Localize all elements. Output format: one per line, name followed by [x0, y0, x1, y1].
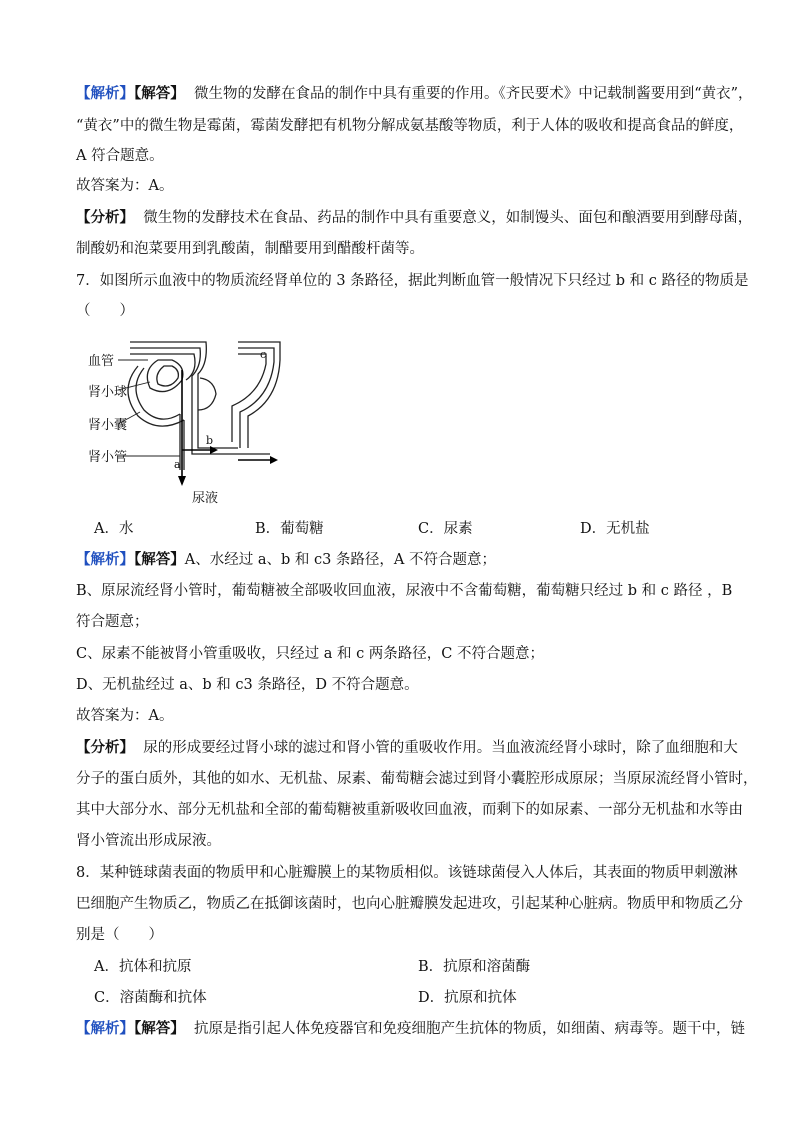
q8-stem-line-3: 别是（ ）: [76, 927, 163, 943]
q8-jieda-text-1: 抗原是指引起人体免疫器官和免疫细胞产生抗体的物质，如细菌、病毒等。题干中，链: [193, 1021, 745, 1037]
jieda-tag: 【解答】: [134, 551, 185, 568]
q8-option-c: C．溶菌酶和抗体: [94, 990, 207, 1006]
fenxi-tag: 【分析】: [76, 739, 134, 756]
q6-jieda-line-1: [76, 84, 753, 104]
diagram-path-c: c: [260, 348, 267, 361]
q7-fenxi-line-1: [76, 738, 738, 758]
q8-option-a: A．抗体和抗原: [94, 959, 192, 975]
q7-fenxi-text-1: 尿的形成要经过肾小球的滤过和肾小管的重吸收作用。当血液流经肾小球时，除了血细胞和大: [143, 740, 738, 756]
diagram-path-a: a: [174, 458, 181, 471]
q7-fenxi-line-4: 肾小管流出形成尿液。: [76, 833, 221, 849]
q7-option-a: A．水: [94, 521, 134, 537]
q8-stem-line-2: 巴细胞产生物质乙，物质乙在抵御该菌时，也向心脏瓣膜发起进攻，引起某种心脏病。物质甲和物质乙分: [76, 896, 743, 912]
diagram-label-vessel: 血管: [88, 354, 115, 369]
q6-fenxi-line-1: [76, 208, 752, 228]
jiexi-tag: 【解析】: [76, 85, 134, 102]
q7-stem-line-1: 7．如图所示血液中的物质流经肾单位的 3 条路径，据此判断血管一般情况下只经过 b 和 c 路径的物质是: [76, 273, 749, 289]
q7-jieda-line-2: B、原尿流经肾小管时，葡萄糖被全部吸收回血液，尿液中不含葡萄糖，葡萄糖只经过 b 和 c 路径 ，B: [76, 583, 733, 599]
q6-jieda-text-1: 微生物的发酵在食品的制作中具有重要的作用。《齐民要术》中记载制酱要用到“黄衣”，: [193, 86, 753, 102]
q6-jieda-line-3: A 符合题意。: [76, 148, 164, 164]
diagram-label-capsule: 肾小囊: [88, 418, 128, 433]
jieda-tag: 【解答】: [134, 1020, 185, 1037]
q6-jieda-line-2: “黄衣”中的微生物是霉菌，霉菌发酵把有机物分解成氨基酸等物质，利于人体的吸收和提高食品的鲜度，: [76, 118, 744, 134]
diagram-label-tubule: 肾小管: [88, 450, 128, 465]
diagram-label-glomerulus: 肾小球: [88, 385, 128, 400]
q7-answer: 故答案为：A。: [76, 708, 174, 724]
q7-jieda-line-5: D、无机盐经过 a、b 和 c3 条路径，D 不符合题意。: [76, 677, 419, 693]
q7-fenxi-line-2: 分子的蛋白质外，其他的如水、无机盐、尿素、葡萄糖会滤过到肾小囊腔形成原尿；当原尿流经肾小管时，: [76, 771, 758, 787]
q7-option-d: D．无机盐: [580, 521, 650, 537]
jiexi-tag: 【解析】: [76, 1020, 134, 1037]
q7-fenxi-line-3: 其中大部分水、部分无机盐和全部的葡萄糖被重新吸收回血液，而剩下的如尿素、一部分无机盐和水等由: [76, 802, 743, 818]
jieda-tag: 【解答】: [134, 85, 185, 102]
q8-option-b: B．抗原和溶菌酶: [418, 959, 531, 975]
q8-stem-line-1: 8．某种链球菌表面的物质甲和心脏瓣膜上的某物质相似。该链球菌侵入人体后，其表面的物质甲刺激淋: [76, 865, 738, 881]
q6-fenxi-text-1: 微生物的发酵技术在食品、药品的制作中具有重要意义，如制馒头、面包和酿酒要用到酵母菌，: [143, 210, 753, 226]
q8-option-d: D．抗原和抗体: [418, 990, 517, 1006]
q7-jieda-line-3: 符合题意；: [76, 614, 149, 630]
jiexi-tag: 【解析】: [76, 551, 134, 568]
q7-jieda-line-4: C、尿素不能被肾小管重吸收，只经过 a 和 c 两条路径，C 不符合题意；: [76, 646, 544, 662]
q7-stem-line-2: （ ）: [76, 303, 134, 319]
q7-jieda-text-1: A、水经过 a、b 和 c3 条路径，A 不符合题意；: [184, 552, 497, 568]
q7-option-c: C．尿素: [418, 521, 473, 537]
q6-answer: 故答案为：A。: [76, 178, 174, 194]
q7-option-b: B．葡萄糖: [255, 521, 324, 537]
kidney-nephron-diagram: [88, 330, 288, 510]
q6-fenxi-line-2: 制酸奶和泡菜要用到乳酸菌，制醋要用到醋酸杆菌等。: [76, 241, 424, 257]
diagram-label-urine: 尿液: [192, 491, 219, 506]
diagram-path-b: b: [206, 434, 214, 447]
q7-jieda-line-1: [76, 550, 496, 570]
q8-jieda-line-1: [76, 1019, 745, 1039]
fenxi-tag: 【分析】: [76, 209, 134, 226]
